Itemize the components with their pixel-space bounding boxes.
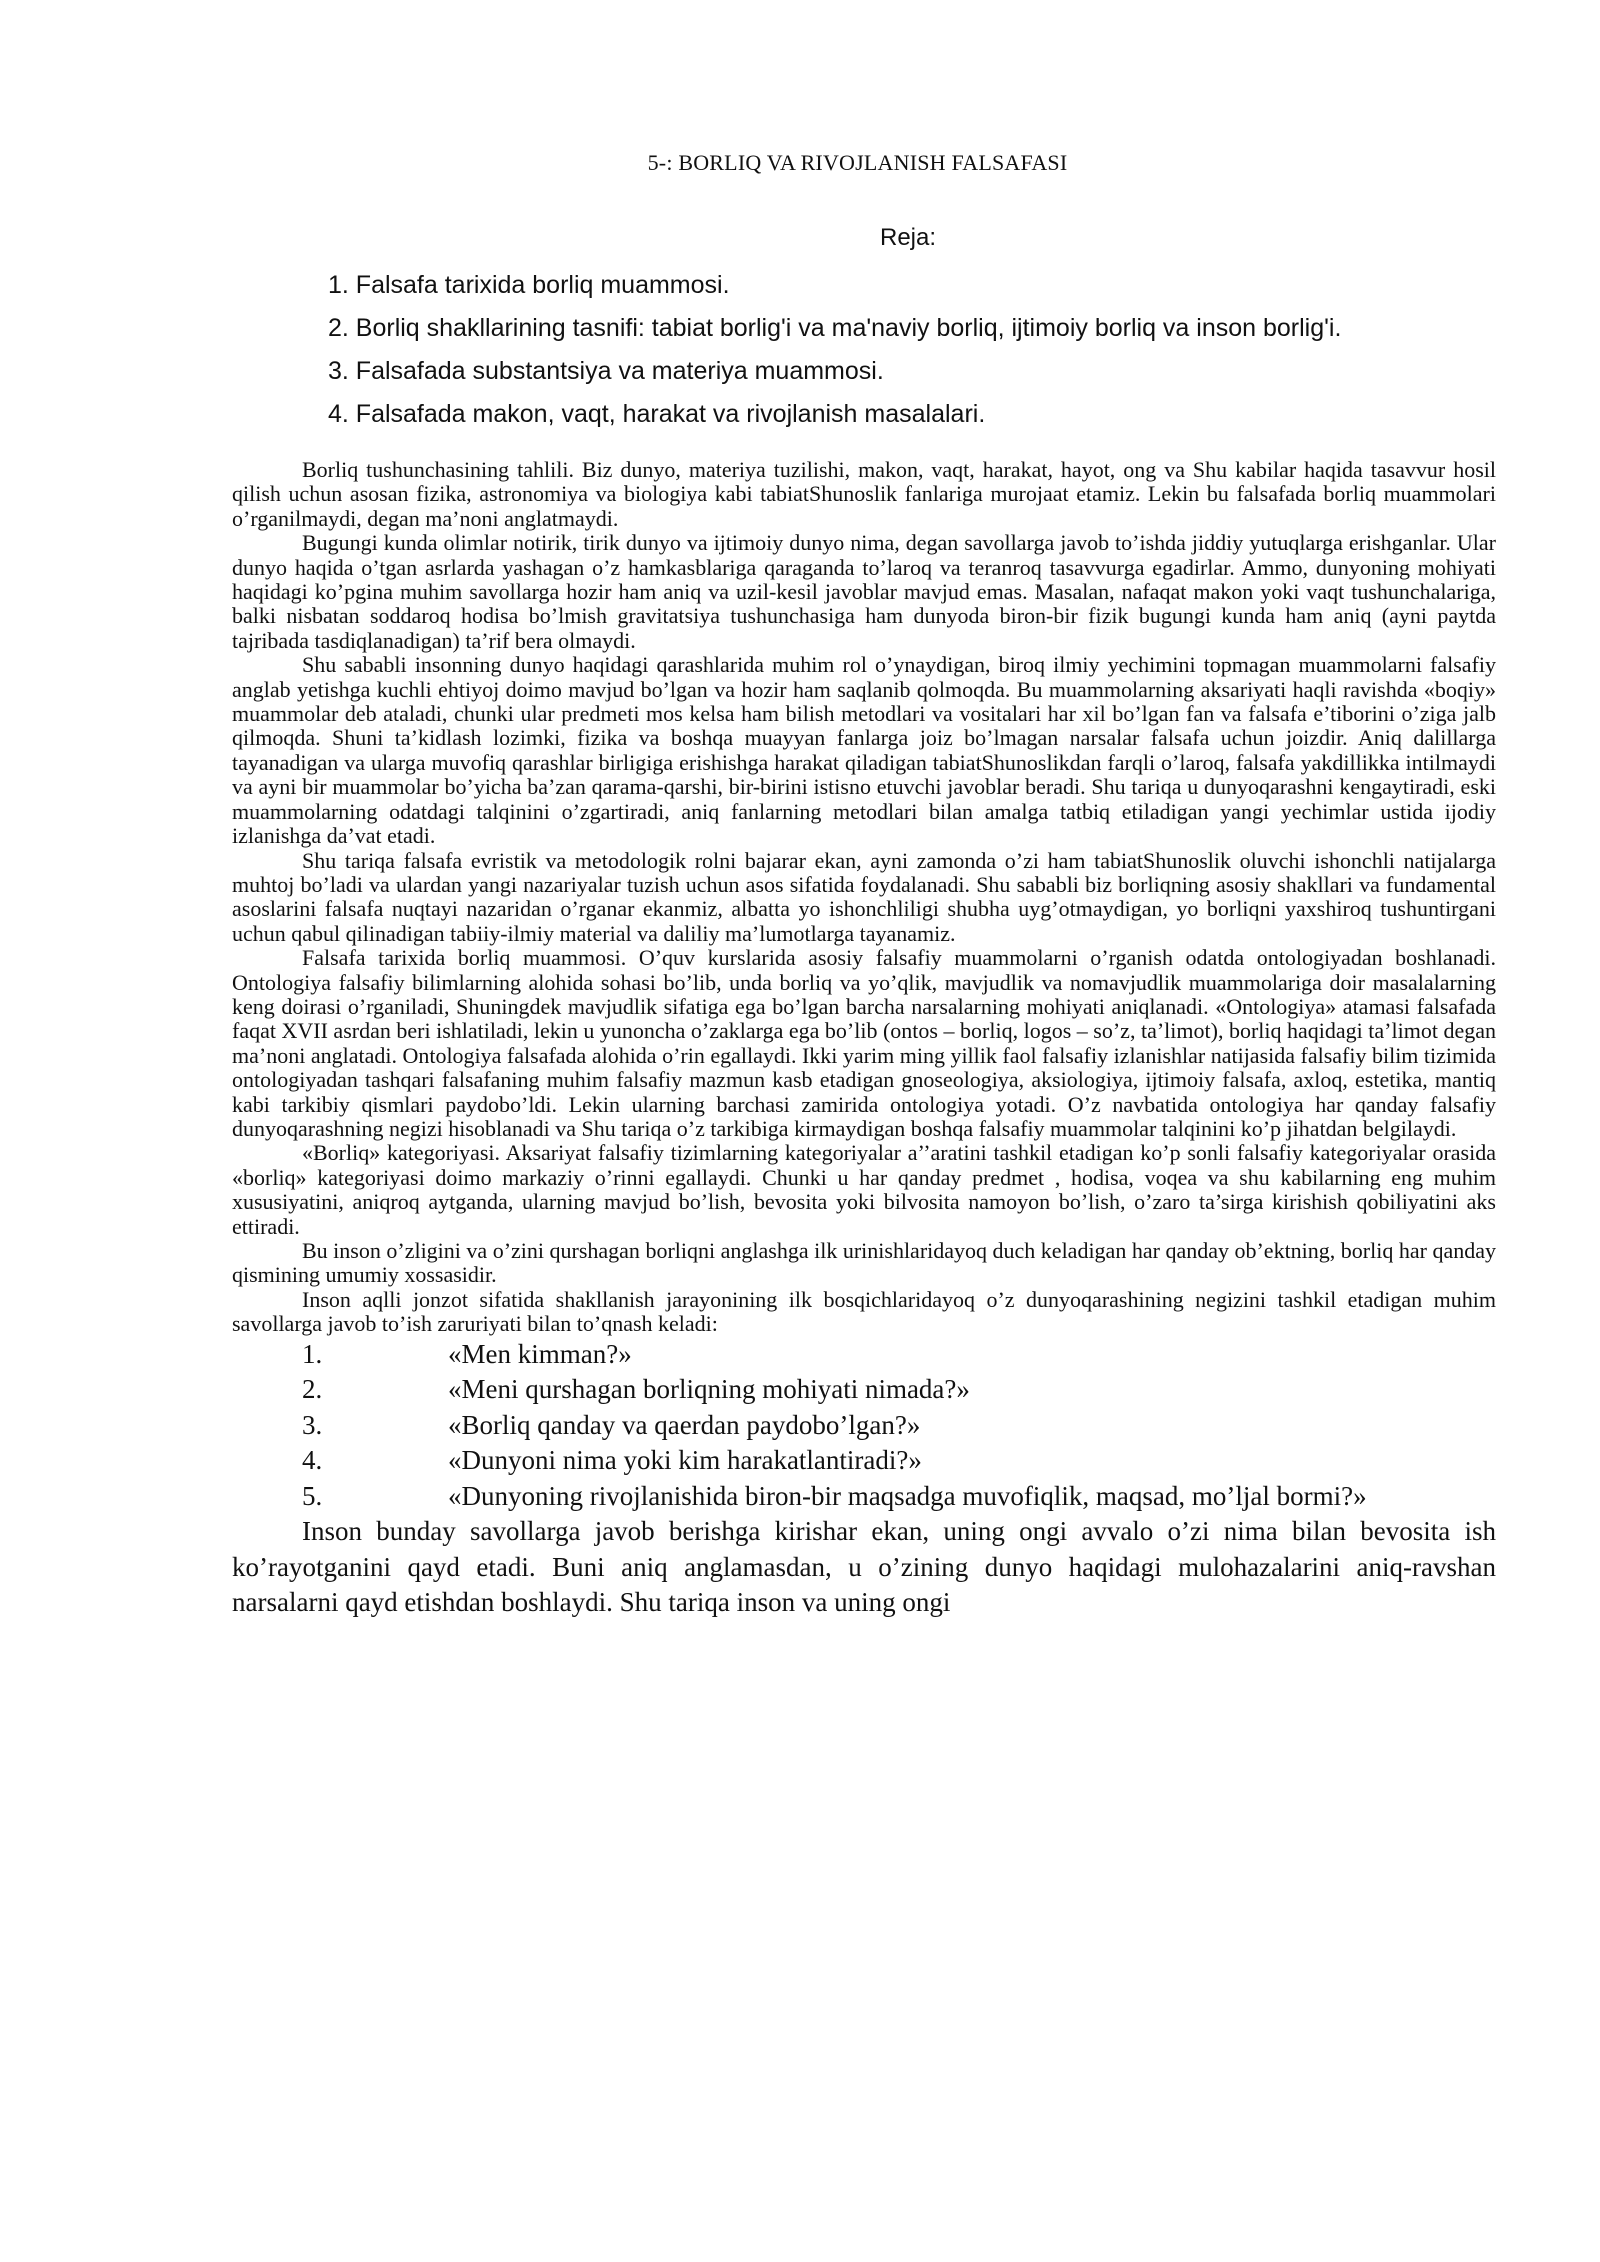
page-title: 5-: BORLIQ VA RIVOJLANISH FALSAFASI xyxy=(647,150,1068,175)
question-item xyxy=(232,1337,1496,1373)
paragraph: Falsafa tarixida borliq muammosi. O’quv kurslarida asosiy falsafiy muammolarni o’rganish odatda ontologiyadan boshlanadi. Ontologiya falsafiy bilimlarning alohida sohasi bo’lib, unda borliq va yo’qlik, mavjudlik va nomavjudlik muammolariga doir masalalarning keng doirasi o’rganiladi, Shuningdek mavjudlik sifatiga ega bo’lgan barcha narsalarning mohiyati aniqlanadi. «Ontologiya» atamasi falsafada faqat XVII asrdan beri ishlatiladi, lekin u yunoncha o’zaklarga ega bo’lib (ontos – borliq, logos – so’z, ta’limot), borliq haqidagi ta’limot degan ma’noni anglatadi. Ontologiya falsafada alohida o’rin egallaydi. Ikki yarim ming yillik faol falsafiy izlanishlar natijasida falsafiy bilim tizimida ontologiyadan tashqari falsafaning muhim falsafiy mazmun kasb etadigan gnoseologiya, aksiologiya, ijtimoiy falsafa, axloq, estetika, mantiq kabi tarkibiy qismlari paydobo’ldi. Lekin ularning barchasi zamirida ontologiya yotadi. O’z navbatida ontologiya har qanday falsafiy dunyoqarashning negizi hisoblanadi va Shu tariqa o’z tarkibiga kirmaydigan boshqa falsafiy muammolar talqinini ko’p jihatdan belgilaydi. xyxy=(232,945,1497,1141)
question-text: «Men kimman?» xyxy=(448,1338,632,1369)
paragraph: Shu sababli insonning dunyo haqidagi qarashlarida muhim rol o’ynaydigan, biroq ilmiy yechimini topmagan muammolarni falsafiy anglab yetishga kuchli ehtiyoj doimo mavjud bo’lgan va hozir ham saqlanib qolmoqda. Bu muammolarning aksariyati haqli ravishda «boqiy» muammolar deb ataladi, chunki ular predmeti mos kelsa ham bilish metodlari va vositalari har xil bo’lgan fan va falsafa e’tiborini o’ziga jalb qilmoqda. Shuni ta’kidlash lozimki, fizika va boshqa muayyan fanlarga joiz bo’lmagan narsalar falsafa uchun joizdir. Aniq dalillarga tayanadigan va ularga muvofiq qarashlar birligiga erishishga harakat qiladigan tabiatShunoslikdan farqli o’laroq, falsafa yakdillikka intilmaydi va ayni bir muammolar bo’yicha ba’zan qarama-qarshi, bir-birini istisno etuvchi javoblar beradi. Shu tariqa u dunyoqarashni kengaytiradi, eski muammolarning odatdagi talqinini o’zgartiradi, aniq fanlarning metodlari bilan amalga tatbiq etiladigan yangi yechimlar ustida ijodiy izlanishga da’vat etadi. xyxy=(232,652,1496,849)
closing-paragraph: Inson bunday savollarga javob berishga kirishar ekan, uning ongi avvalo o’zi nima bilan bevosita ish ko’rayotganini qayd etadi. Buni aniq anglamasdan, u o’zining dunyo haqidagi mulohazalarini aniq-ravshan narsalarni qayd etishdan boshlaydi. Shu tariqa inson va uning ongi xyxy=(232,1516,1496,1618)
question-text: «Dunyoni nima yoki kim harakatlantiradi?» xyxy=(448,1445,922,1476)
question-item xyxy=(232,1443,1496,1479)
paragraph: Bugungi kunda olimlar notirik, tirik dunyo va ijtimoiy dunyo nima, degan savollarga javob to’ishda jiddiy yutuqlarga erishganlar. Ular dunyo haqida o’tgan asrlarda yashagan o’z hamkasblariga qaraganda to’laroq va teranroq tasavvurga egadirlar. Ammo, dunyoning mohiyati haqidagi ko’pgina muhim savollarga hozir ham aniq va uzil-kesil javoblar mavjud emas. Masalan, nafaqat makon yoki vaqt tushunchalariga, balki nisbatan soddaroq hodisa bo’lmish gravitatsiya tushunchasiga ham dunyoda biron-bir fizik bugungi kunda ham aniq (ayni paytda tajribada tasdiqlanadigan) ta’rif bera olmaydi. xyxy=(232,530,1496,653)
paragraph: Bu inson o’zligini va o’zini qurshagan borliqni anglashga ilk urinishlaridayoq duch keladigan har qanday ob’ektning, borliq har qanday qismining umumiy xossasidir. xyxy=(232,1238,1496,1288)
question-item xyxy=(232,1372,1496,1408)
question-number: 1. xyxy=(302,1338,323,1369)
question-text: «Meni qurshagan borliqning mohiyati nimada?» xyxy=(448,1374,970,1405)
question-text: «Borliq qanday va qaerdan paydobo’lgan?» xyxy=(448,1409,921,1440)
plan-item: 3. Falsafada substantsiya va materiya muammosi. xyxy=(328,357,884,385)
question-list xyxy=(232,1337,1496,1515)
plan-item: 2. Borliq shakllarining tasnifi: tabiat borlig'i va ma'naviy borliq, ijtimoiy borliq va inson borlig'i. xyxy=(328,314,1342,342)
question-number: 4. xyxy=(302,1445,323,1476)
plan-heading: Reja: xyxy=(880,224,937,251)
paragraph: «Borliq» kategoriyasi. Aksariyat falsafiy tizimlarning kategoriyalar a’’aratini tashkil etadigan ko’p sonli falsafiy kategoriyalar orasida «borliq» kategoriyasi doimo markaziy o’rinni egallaydi. Chunki u har qanday predmet , hodisa, voqea va shu kabilarning eng muhim xususiyatini, aniqroq aytganda, ularning mavjud bo’lish, bevosita yoki bilvosita namoyon bo’lish, o’zaro ta’sirga kirishish qobiliyatini aks ettiradi. xyxy=(232,1140,1496,1239)
paragraph: Shu tariqa falsafa evristik va metodologik rolni bajarar ekan, ayni zamonda o’zi ham tabiatShunoslik oluvchi ishonchli natijalarga muhtoj bo’ladi va ulardan yangi nazariyalar tuzish uchun asos sifatida foydalanadi. Shu sababli biz borliqning asosiy shakllari va fundamental asoslarini falsafa nuqtayi nazaridan o’rganar ekanmiz, albatta yo ishonchliligi shubha uyg’otmaydigan, yo borliqni yaxshiroq tushuntirgani uchun qabul qilinadigan tabiiy-ilmiy material va daliliy ma’lumotlarga tayanamiz. xyxy=(232,847,1496,946)
question-item xyxy=(232,1479,1496,1515)
paragraph: Borliq tushunchasining tahlili. Biz dunyo, materiya tuzilishi, makon, vaqt, harakat, hayot, ong va Shu kabilar haqida tasavvur hosil qilish uchun asosan fizika, astronomiya va biologiya kabi tabiatShunoslik fanlariga murojaat etamiz. Lekin bu falsafada borliq muammolari o’rganilmaydi, degan ma’noni anglatmaydi. xyxy=(232,457,1496,531)
plan-item: 4. Falsafada makon, vaqt, harakat va rivojlanish masalalari. xyxy=(328,400,986,428)
plan-item: 1. Falsafa tarixida borliq muammosi. xyxy=(328,271,730,299)
plan-list xyxy=(328,264,1341,436)
paragraph: Inson aqlli jonzot sifatida shakllanish jarayonining ilk bosqichlaridayoq o’z dunyoqarashining negizini tashkil etadigan muhim savollarga javob to’ish zaruriyati bilan to’qnash keladi: xyxy=(232,1286,1496,1337)
question-number: 2. xyxy=(302,1374,323,1405)
question-item xyxy=(232,1408,1496,1444)
question-number: 5. xyxy=(302,1480,323,1511)
body-text xyxy=(232,458,1496,1621)
question-text: «Dunyoning rivojlanishida biron-bir maqsadga muvofiqlik, maqsad, mo’ljal bormi?» xyxy=(448,1480,1367,1511)
question-number: 3. xyxy=(302,1409,323,1440)
